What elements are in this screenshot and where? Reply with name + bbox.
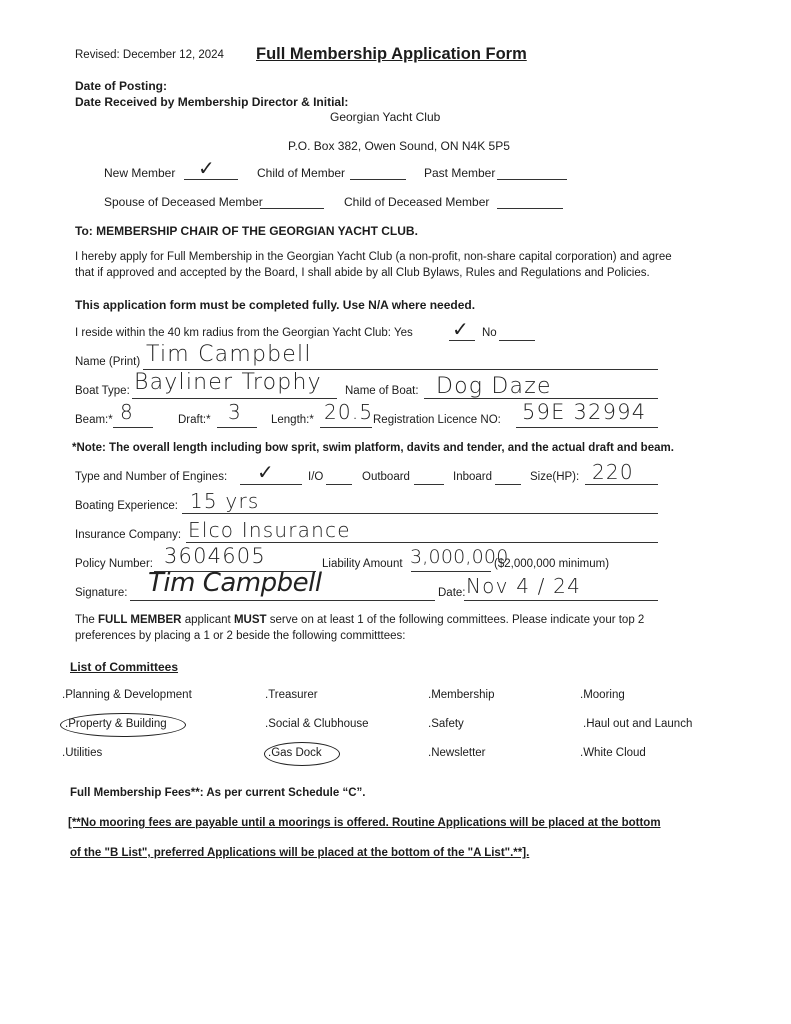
insurance-value: Elco Insurance [188, 518, 351, 542]
committee-intro-line-2: preferences by placing a 1 or 2 beside the following committtees: [75, 630, 406, 642]
committee-intro-bold1: FULL MEMBER [98, 614, 182, 626]
insurance-field-line[interactable] [186, 542, 658, 543]
inboard-blank[interactable] [495, 484, 521, 485]
size-hp-label: Size(HP): [530, 471, 580, 483]
committee-intro-part3: serve on at least 1 of the following committees. Please indicate your top 2 [266, 614, 645, 626]
reside-yes-checkmark: ✓ [452, 317, 470, 341]
licence-label: Registration Licence NO: [373, 414, 501, 426]
engines-label: Type and Number of Engines: [75, 471, 228, 483]
reside-no-blank[interactable] [499, 340, 535, 341]
length-field-line[interactable] [320, 427, 372, 428]
dimension-note: *Note: The overall length including bow sprit, swim platform, davits and tender, and the actual draft and beam. [72, 442, 674, 454]
child-of-member-label: Child of Member [257, 166, 346, 180]
revised-date: Revised: December 12, 2024 [75, 49, 224, 61]
date-received-label: Date Received by Membership Director & Initial: [75, 95, 349, 109]
reside-label: I reside within the 40 km radius from the Georgian Yacht Club: Yes [75, 327, 413, 339]
committees-heading: List of Committees [70, 660, 179, 674]
date-value: Nov 4 / 24 [466, 574, 582, 598]
membership-fees: Full Membership Fees**: As per current Schedule “C”. [70, 787, 366, 799]
new-member-label: New Member [104, 166, 176, 180]
insurance-label: Insurance Company: [75, 529, 182, 541]
beam-label: Beam:* [75, 414, 113, 426]
committee-intro-part1: The [75, 614, 99, 626]
name-label: Name (Print) [75, 356, 141, 368]
to-line: To: MEMBERSHIP CHAIR OF THE GEORGIAN YACHT CLUB. [75, 224, 418, 238]
committee-gas-dock[interactable]: .Gas Dock [268, 747, 322, 759]
club-name: Georgian Yacht Club [330, 110, 441, 124]
io-blank[interactable] [326, 484, 352, 485]
date-label: Date: [438, 587, 466, 599]
committee-intro-bold2: MUST [233, 614, 267, 626]
footnote-line-2: of the "B List", preferred Applications will be placed at the bottom of the "A List".**]. [70, 847, 530, 859]
committee-social[interactable]: .Social & Clubhouse [265, 718, 369, 730]
committee-haul-out[interactable]: .Haul out and Launch [583, 718, 693, 730]
committee-intro-line-1 [75, 615, 644, 627]
committee-safety[interactable]: .Safety [428, 718, 464, 730]
boat-type-label: Boat Type: [75, 385, 130, 397]
new-member-checkmark: ✓ [198, 156, 216, 180]
past-member-blank[interactable] [497, 179, 567, 180]
committee-intro-part2: applicant [181, 614, 234, 626]
outboard-blank[interactable] [414, 484, 444, 485]
licence-field-line[interactable] [516, 427, 658, 428]
engines-field-line[interactable] [240, 484, 302, 485]
signature-value: Tim Campbell [148, 568, 322, 598]
licence-value: 59E 32994 [522, 400, 647, 424]
child-of-member-blank[interactable] [350, 179, 406, 180]
committee-newsletter[interactable]: .Newsletter [428, 747, 486, 759]
policy-label: Policy Number: [75, 558, 153, 570]
intro-line-2: that if approved and accepted by the Board, I shall abide by all Club Bylaws, Rules and Regulations and Policies. [75, 267, 650, 279]
committee-treasurer[interactable]: .Treasurer [265, 689, 318, 701]
committee-utilities[interactable]: .Utilities [62, 747, 103, 759]
committee-planning[interactable]: .Planning & Development [62, 689, 192, 701]
policy-value: 3604605 [164, 544, 266, 568]
outboard-label: Outboard [362, 471, 410, 483]
liability-field-line[interactable] [411, 571, 491, 572]
spouse-deceased-label: Spouse of Deceased Member [104, 195, 263, 209]
committee-white-cloud[interactable]: .White Cloud [580, 747, 646, 759]
date-field-line[interactable] [464, 600, 658, 601]
date-of-posting-label: Date of Posting: [75, 79, 167, 93]
draft-value: 3 [228, 400, 242, 424]
size-hp-value: 220 [592, 460, 634, 484]
boat-name-label: Name of Boat: [345, 385, 419, 397]
length-value: 20.5 [324, 400, 374, 424]
child-deceased-label: Child of Deceased Member [344, 195, 490, 209]
boat-name-value: Dog Daze [436, 374, 552, 399]
beam-field-line[interactable] [113, 427, 153, 428]
name-value: Tim Campbell [146, 342, 312, 367]
draft-field-line[interactable] [217, 427, 257, 428]
beam-value: 8 [120, 400, 134, 424]
committee-membership[interactable]: .Membership [428, 689, 495, 701]
spouse-deceased-blank[interactable] [260, 208, 324, 209]
signature-label: Signature: [75, 587, 128, 599]
committee-property[interactable]: .Property & Building [65, 718, 167, 730]
child-deceased-blank[interactable] [497, 208, 563, 209]
page-title: Full Membership Application Form [256, 45, 527, 63]
experience-label: Boating Experience: [75, 500, 178, 512]
committee-mooring[interactable]: .Mooring [580, 689, 625, 701]
reside-no-label: No [482, 327, 497, 339]
size-hp-field-line[interactable] [585, 484, 658, 485]
io-label: I/O [308, 471, 324, 483]
signature-field-line[interactable] [130, 600, 435, 601]
boat-type-field-line[interactable] [132, 398, 337, 399]
draft-label: Draft:* [178, 414, 211, 426]
liability-minimum: ($2,000,000 minimum) [494, 558, 610, 570]
intro-line-1: I hereby apply for Full Membership in the Georgian Yacht Club (a non-profit, non-share capital corporation) and agree [75, 251, 672, 263]
past-member-label: Past Member [424, 166, 496, 180]
club-address: P.O. Box 382, Owen Sound, ON N4K 5P5 [288, 139, 510, 153]
experience-value: 15 yrs [190, 489, 260, 513]
instruction: This application form must be completed fully. Use N/A where needed. [75, 298, 476, 312]
length-label: Length:* [271, 414, 314, 426]
liability-value: 3,000,000 [410, 546, 509, 568]
liability-label: Liability Amount [322, 558, 403, 570]
engines-checkmark: ✓ [257, 460, 275, 484]
inboard-label: Inboard [453, 471, 493, 483]
footnote-line-1: [**No mooring fees are payable until a moorings is offered. Routine Applications will be placed at the bottom [68, 817, 661, 829]
experience-field-line[interactable] [182, 513, 658, 514]
boat-type-value: Bayliner Trophy [134, 370, 322, 395]
